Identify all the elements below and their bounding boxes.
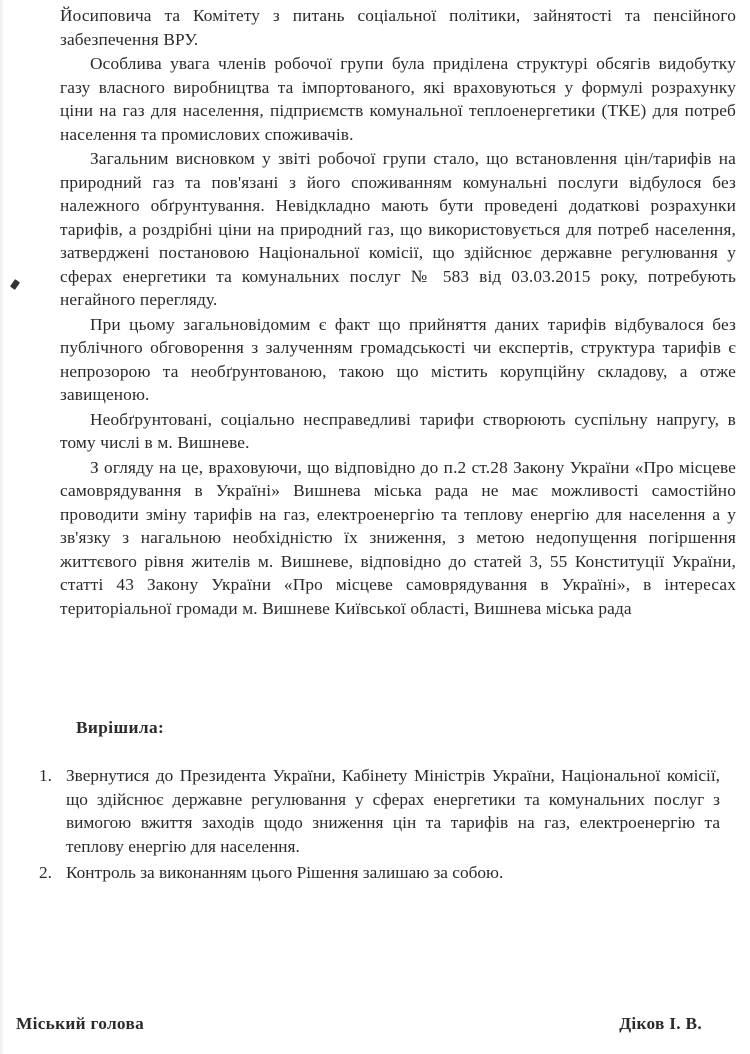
paragraph-working-group-conclusion: Загальним висновком у звіті робочої групи стало, що встановлення цін/тарифів на природний газ та пов'язані з його споживанням комунальні послуги відбулося без належного обґрунтування. Невідкладно мають бути проведені додаткові розрахунки тарифів, а роздрібні ціни на природний газ, що використовується для потреб населення, затверджені постановою Національної комісії, що здійснює державне регулювання у сферах енергетики та комунальних послуг № 583 від 03.03.2015 року, потребують негайного перегляду. <box>60 149 736 309</box>
decision-item <box>30 861 720 885</box>
paragraph-continuation: Йосиповича та Комітету з питань соціальної політики, зайнятості та пенсійного забезпечення ВРУ. <box>60 6 736 49</box>
signature-name: Діков І. В. <box>619 1014 702 1033</box>
decision-number: 1. <box>39 766 52 785</box>
decision-text: Контроль за виконанням цього Рішення залишаю за собою. <box>66 863 504 882</box>
decision-heading: Вирішила: <box>76 718 165 737</box>
decision-list <box>30 764 720 885</box>
paragraph-public-knowledge: При цьому загальновідомим є факт що прийняття даних тарифів відбувалося без публічного обговорення з залученням громадськості чи експертів, структура тарифів є непрозорою та необґрунтованою, такою що містить корупційну складову, а отже завищеною. <box>60 314 736 404</box>
decision-number: 2. <box>39 863 52 882</box>
decision-text: Звернутися до Президента України, Кабінету Міністрів України, Національної комісії, що здійснює державне регулювання у сферах енергетики та комунальних послуг з вимогою вжиття заходів щодо зниження цін та тарифів на газ, електроенергію та теплову енергію для населення. <box>66 766 720 856</box>
paragraph-social-tension: Необґрунтовані, соціально несправедливі тарифи створюють суспільну напругу, в тому числі в м. Вишневе. <box>60 409 736 452</box>
signature-position: Міський голова <box>16 1014 145 1033</box>
decision-item <box>30 764 720 858</box>
paragraph-legal-basis: З огляду на це, враховуючи, що відповідно до п.2 ст.28 Закону України «Про місцеве самоврядування в Україні» Вишнева міська рада не має можливості самостійно проводити зміну тарифів на газ, електроенергію та теплову енергію для населення а у зв'язку з нагальною необхідністю їх зниження, з метою недопущення погіршення життєвого рівня жителів м. Вишневе, відповідно до статей 3, 55 Конституції України, статті 43 Закону України «Про місцеве самоврядування в Україні», в інтересах територіальної громади м. Вишневе Київської області, Вишнева міська рада <box>60 457 736 618</box>
scan-artifact-mark <box>10 279 20 290</box>
scan-edge-shadow <box>0 0 4 1054</box>
document-body <box>60 4 736 620</box>
paragraph-working-group-focus: Особлива увага членів робочої групи була приділена структурі обсягів видобутку газу власного виробництва та імпортованого, які враховуються у формулі розрахунку ціни на газ для населення, підприємств комунальної теплоенергетики (ТКЕ) для потреб населення та промислових споживачів. <box>60 54 736 144</box>
